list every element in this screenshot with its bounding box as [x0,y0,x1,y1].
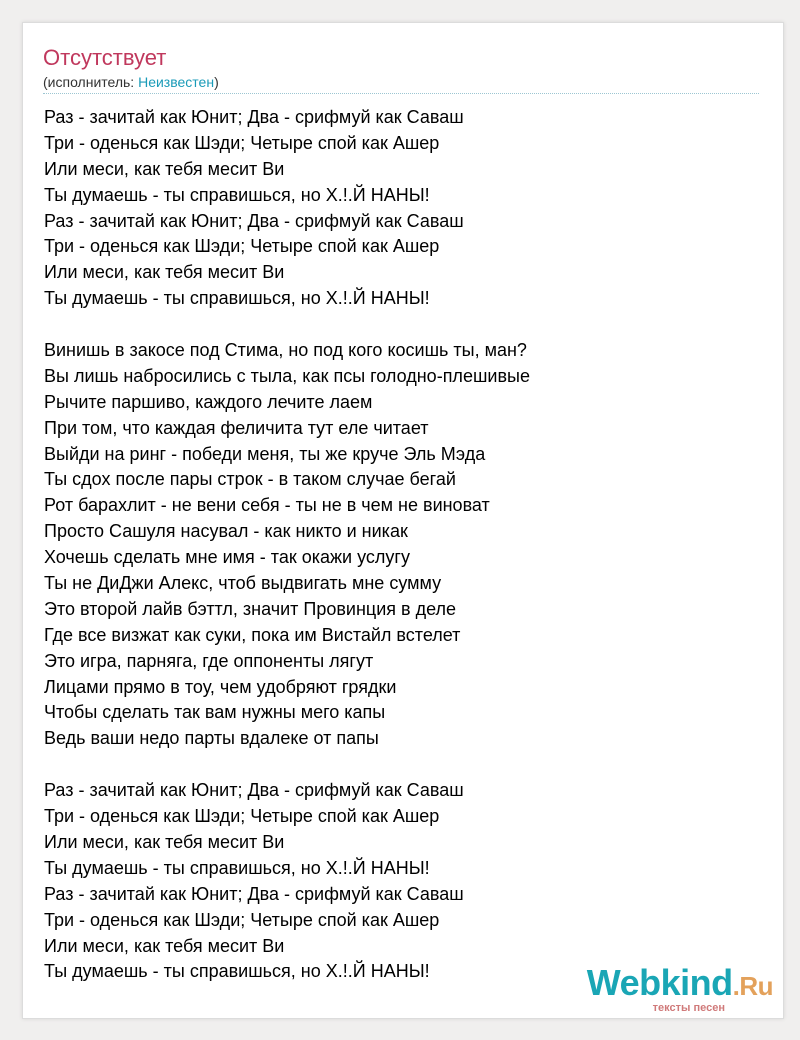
lyrics-line: Ты не ДиДжи Алекс, чтоб выдвигать мне сумму [44,573,442,594]
lyrics-line: Чтобы сделать так вам нужны мего капы [44,702,386,723]
lyrics-line: Ты думаешь - ты справишься, но Х.!.Й НАНЫ! [44,288,430,309]
lyrics-line: Или меси, как тебя месит Ви [44,935,285,956]
lyrics-line: Это второй лайв бэттл, значит Провинция в деле [44,598,457,619]
logo-main-text: Webkind [586,962,733,1003]
logo-tagline: тексты песен [652,1002,725,1014]
artist-prefix: (исполнитель: [43,74,139,90]
lyrics-line: Где все визжат как суки, пока им Вистайл встелет [44,624,461,645]
lyrics-line: Это игра, парняга, где оппоненты лягут [44,650,374,671]
lyrics-line: Просто Сашуля насувал - как никто и никак [44,521,408,542]
lyrics-line: Три - оденься как Шэди; Четыре спой как Ашер [44,236,440,257]
lyrics-line: Три - оденься как Шэди; Четыре спой как Ашер [44,909,440,930]
artist-suffix: ) [214,74,219,90]
lyrics-line: Хочешь сделать мне имя - так окажи услугу [44,547,410,568]
artist-line [43,74,219,90]
lyrics-line: Раз - зачитай как Юнит; Два - срифмуй как Саваш [44,210,464,231]
lyrics-stanza [44,778,764,985]
lyrics-line: Рот барахлит - не вени себя - ты не в чем не виноват [44,495,490,516]
logo-wordmark [586,962,773,1004]
lyrics-line: Или меси, как тебя месит Ви [44,262,285,283]
lyrics-line: Ты думаешь - ты справишься, но Х.!.Й НАНЫ! [44,961,430,982]
lyrics-line: Рычите паршиво, каждого лечите лаем [44,391,373,412]
lyrics-line: Три - оденься как Шэди; Четыре спой как Ашер [44,132,440,153]
logo-tld: .Ru [732,971,773,1001]
lyrics-line: Ты думаешь - ты справишься, но Х.!.Й НАНЫ! [44,184,430,205]
lyrics-line: При том, что каждая феличита тут еле читает [44,417,429,438]
lyrics-line: Раз - зачитай как Юнит; Два - срифмуй как Саваш [44,780,464,801]
lyrics-stanza [44,105,764,312]
lyrics-body [44,105,764,985]
lyrics-line: Или меси, как тебя месит Ви [44,158,285,179]
lyrics-line: Выйди на ринг - победи меня, ты же круче Эль Мэда [44,443,486,464]
site-logo[interactable] [586,962,773,1014]
header-divider [43,93,759,94]
lyrics-line: Раз - зачитай как Юнит; Два - срифмуй как Саваш [44,107,464,127]
artist-link[interactable]: Неизвестен [138,74,215,90]
lyrics-line: Ты думаешь - ты справишься, но Х.!.Й НАНЫ! [44,857,430,878]
lyrics-stanza [44,338,764,752]
lyrics-line: Три - оденься как Шэди; Четыре спой как Ашер [44,806,440,827]
lyrics-line: Раз - зачитай как Юнит; Два - срифмуй как Саваш [44,883,464,904]
lyrics-line: Ведь ваши недо парты вдалеке от папы [44,728,379,749]
lyrics-line: Лицами прямо в тоу, чем удобряют грядки [44,676,397,697]
lyrics-line: Ты сдох после пары строк - в таком случае бегай [44,469,456,490]
song-title: Отсутствует [43,45,167,70]
lyrics-line: Или меси, как тебя месит Ви [44,831,285,852]
lyrics-line: Вы лишь набросились с тыла, как псы голодно-плешивые [44,365,530,386]
lyrics-line: Винишь в закосе под Стима, но под кого косишь ты, ман? [44,340,527,361]
lyrics-sheet [22,22,784,1019]
